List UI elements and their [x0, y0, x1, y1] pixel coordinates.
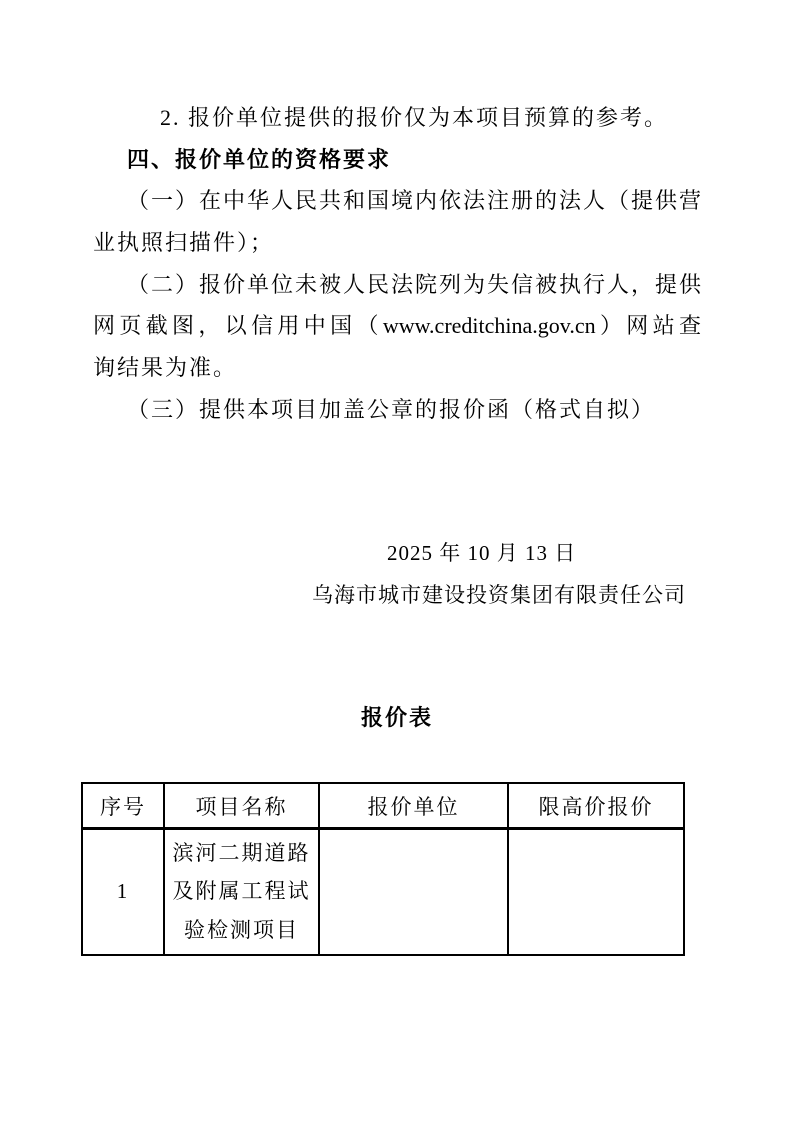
- body-line: （三）提供本项目加盖公章的报价函（格式自拟）: [127, 396, 656, 422]
- body-line: （二）报价单位未被人民法院列为失信被执行人，提供: [127, 271, 701, 297]
- table-header-row: [82, 783, 684, 829]
- cell-project-name: [164, 829, 319, 955]
- signature-company: 乌海市城市建设投资集团有限责任公司: [312, 583, 686, 607]
- body-line: 网页截图，以信用中国（www.creditchina.gov.cn）网站查: [93, 313, 701, 339]
- col-header-project-name: 项目名称: [164, 783, 319, 829]
- body-line: 2. 报价单位提供的报价仅为本项目预算的参考。: [160, 105, 669, 130]
- signature-date: 2025 年 10 月 13 日: [387, 541, 577, 565]
- col-header-seq: 序号: [82, 783, 164, 829]
- body-line: （一）在中华人民共和国境内依法注册的法人（提供营: [127, 188, 701, 214]
- cell-seq: 1: [82, 829, 164, 955]
- table-title: 报价表: [360, 705, 433, 730]
- project-name-line: 滨河二期道路: [172, 840, 311, 865]
- col-header-quote-unit: 报价单位: [319, 783, 508, 829]
- table-row: [82, 829, 684, 955]
- body-line: 业执照扫描件）；: [93, 230, 275, 256]
- cell-quote-unit: [319, 829, 508, 955]
- body-line: 询结果为准。: [93, 355, 238, 381]
- section-heading: 四、报价单位的资格要求: [127, 146, 392, 172]
- project-name-line: 验检测项目: [184, 918, 299, 943]
- cell-max-price: [508, 829, 684, 955]
- body-text-block: [93, 97, 701, 431]
- project-name-line: 及附属工程试: [172, 879, 311, 904]
- col-header-max-price: 限高价报价: [508, 783, 684, 829]
- quote-table: [81, 782, 685, 956]
